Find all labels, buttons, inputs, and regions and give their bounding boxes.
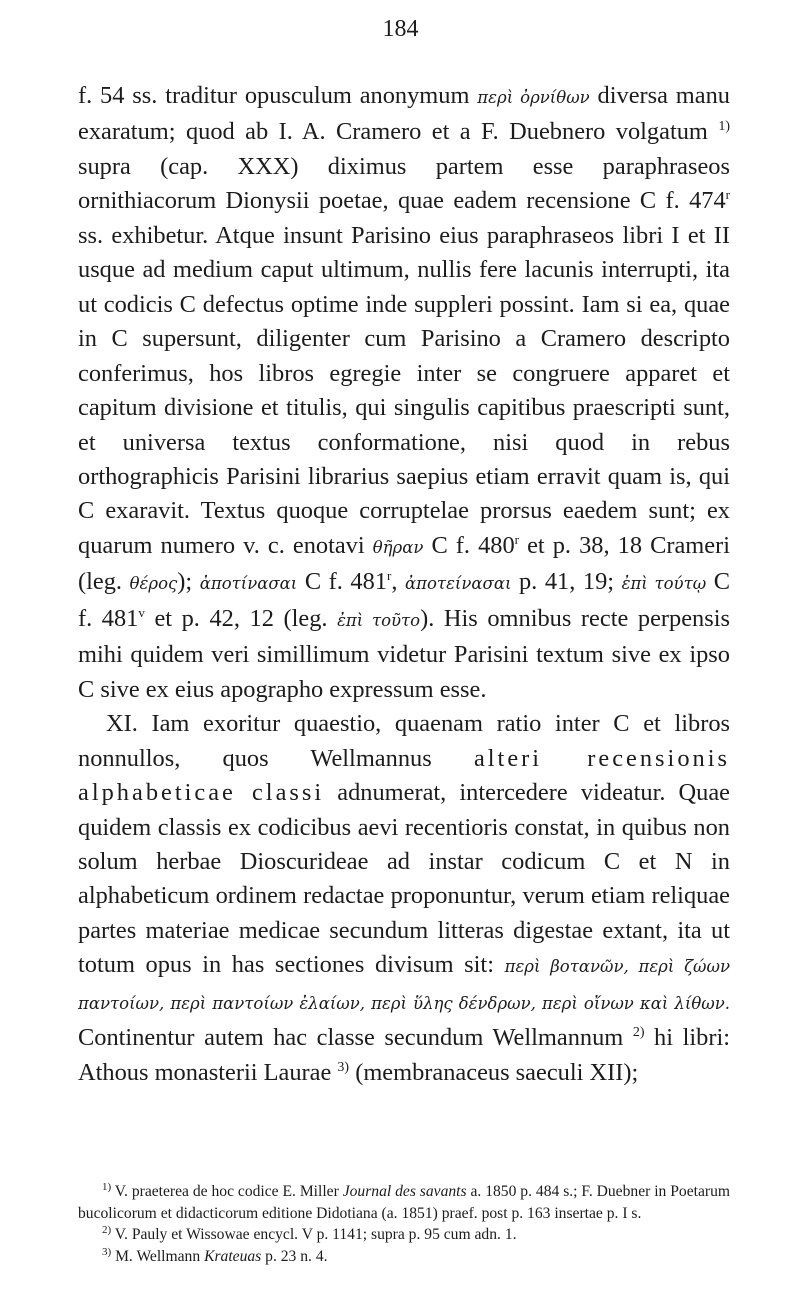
text-span: supra (cap. XXX) diximus partem esse paraphraseos ornithiacorum Dionysii poetae, quae eadem recensione C f. 474 xyxy=(78,152,730,215)
text-span: adnumerat, intercedere videatur. Quae quidem classis ex codicibus aevi recentioris constat, in quibus non solum herbae Dioscurideae ad instar codicum C et N in alphabeticum ordinem redactae proponuntur, verum etiam reliquae partes materiae medicae secundum litteras digestae extant, ita ut totum opus in has sectiones divisum sit: xyxy=(78,779,730,979)
greek-text: ἐπὶ τοῦτο xyxy=(337,610,421,630)
text-span: ); xyxy=(177,568,200,596)
footnote-mark: 2) xyxy=(102,1223,112,1236)
folio-superscript: v xyxy=(138,604,145,620)
text-span: ). His omnibus recte perpensis mihi quidem veri simillimum videtur Parisini textum sive ex ipso C sive ex eius apographo expressum esse. xyxy=(78,604,730,703)
text-span: C f. 481 xyxy=(297,568,388,596)
text-span: C f. 480 xyxy=(423,531,515,559)
folio-superscript: r xyxy=(387,568,392,584)
journal-title: Journal des savants xyxy=(342,1183,467,1200)
greek-text: ἀποτείνασαι xyxy=(405,574,512,594)
greek-text: περὶ βοτανῶν, περὶ ζώων παντοίων, περὶ παντοίων ἐλαίων, περὶ ὕλης δένδρων, περὶ οἴνων καὶ λίθων. xyxy=(78,957,730,1013)
footnotes xyxy=(78,1181,730,1267)
footnote-1 xyxy=(78,1181,730,1224)
text-span: , xyxy=(391,568,406,596)
spaced-emphasis: alteri recensionis alphabeticae classi xyxy=(78,744,730,807)
paragraph-1 xyxy=(78,79,730,707)
text-span: et p. 42, 12 (leg. xyxy=(144,604,338,632)
text-span: (membranaceus saeculi XII); xyxy=(349,1058,639,1086)
greek-text: θῆραν xyxy=(372,537,424,557)
greek-text: θέρος xyxy=(129,574,178,594)
footnote-3 xyxy=(78,1246,730,1268)
text-span: M. Wellmann xyxy=(111,1247,205,1265)
paragraph-2 xyxy=(78,707,730,1090)
page-number: 184 xyxy=(382,16,419,42)
main-text xyxy=(78,79,730,1090)
footnote-mark: 1) xyxy=(102,1180,112,1193)
text-span: XI. Iam exoritur quaestio, quaenam ratio inter C et libros nonnullos, quos Wellmannus xyxy=(78,710,730,772)
footnote-ref[interactable]: 2) xyxy=(632,1025,645,1041)
text-span: ss. exhibetur. Atque insunt Parisino eius paraphraseos libri I et II usque ad medium caput ultimum, nullis fere lacunis interrupti, ita ut codicis C defectus optime inde suppleri possint. Iam si ea, quae in C supersunt, diligenter cum Parisino a Cramero descripto conferimus, hos libros egregie inter se congruere apparet et capitum divisione et titulis, qui singulis capitibus praescripti sunt, et universa textus conformatione, nisi quod in rebus orthographicis Parisini librarius saepius etiam erravit quam is, qui C exaravit. Textus quoque corruptelae prorsus eaedem sunt; ex quarum numero v. c. enotavi xyxy=(78,221,730,559)
greek-text: περὶ ὀρνίθων xyxy=(477,88,590,107)
text-span: C f. 481 xyxy=(78,568,730,632)
greek-text: ἀποτίνασαι xyxy=(199,574,298,594)
text-span: f. 54 ss. traditur opusculum anonymum xyxy=(78,82,478,109)
text-span: V. praeterea de hoc codice E. Miller xyxy=(111,1183,343,1200)
footnote-ref[interactable]: 3) xyxy=(337,1059,350,1075)
footnote-ref[interactable]: 1) xyxy=(718,119,730,135)
folio-superscript: r xyxy=(514,531,520,547)
text-span: diversa manu exaratum; quod ab I. A. Cramero et a F. Duebnero volgatum xyxy=(78,82,730,146)
text-span: p. 41, 19; xyxy=(511,568,622,596)
footnote-mark: 3) xyxy=(102,1245,112,1258)
greek-text: ἐπὶ τούτῳ xyxy=(621,574,707,594)
text-span: p. 23 n. 4. xyxy=(261,1247,328,1265)
text-span: et p. 38, 18 Crameri (leg. xyxy=(78,531,730,596)
folio-superscript: r xyxy=(725,187,730,203)
text-span: Continentur autem hac classe secundum Wellmannum xyxy=(78,1024,633,1052)
text-span: hi libri: Athous monasterii Laurae xyxy=(78,1024,730,1086)
book-title: Krateuas xyxy=(204,1247,262,1265)
text-span: a. 1850 p. 484 s.; F. Duebner in Poetarum bucolicorum et didacticorum editione Didotiana (a. 1851) praef. post p. 163 insertae p. I s. xyxy=(78,1183,731,1222)
text-span: V. Pauly et Wissowae encycl. V p. 1141; supra p. 95 cum adn. 1. xyxy=(111,1226,517,1243)
footnote-2 xyxy=(78,1224,730,1246)
